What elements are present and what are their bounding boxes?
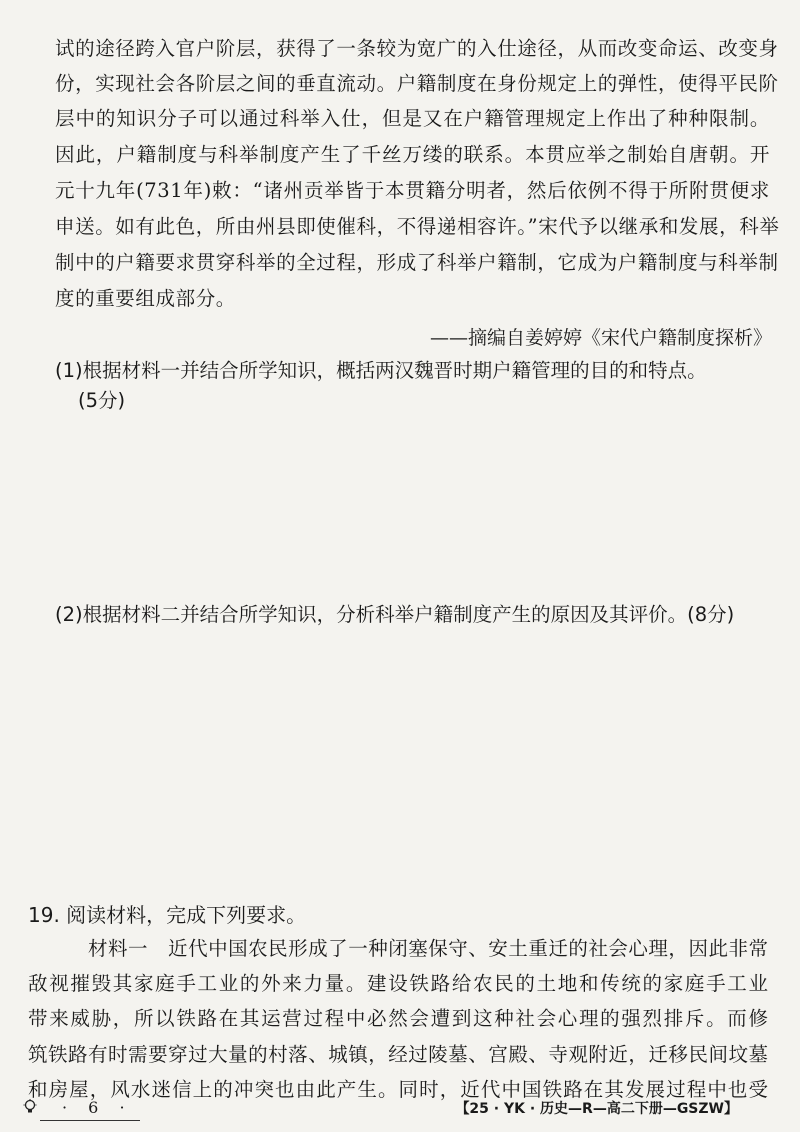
footer-bulb (22, 1096, 38, 1115)
passage-line: 份，实现社会各阶层之间的垂直流动。户籍制度在身份规定上的弹性，使得平民阶 (55, 72, 779, 95)
lightbulb-icon (22, 1099, 38, 1115)
passage-line: 制中的户籍要求贯穿科举的全过程，形成了科举户籍制，它成为户籍制度与科举制 (55, 251, 779, 274)
material-line: 带来威胁，所以铁路在其运营过程中必然会遭到这种社会心理的强烈排斥。而修 (28, 1007, 768, 1030)
material-line: 和房屋，风水迷信上的冲突也由此产生。同时，近代中国铁路在其发展过程中也受 (28, 1078, 768, 1101)
exam-code: 【25 · YK · 历史—R—高二下册—GSZW】 (455, 1101, 738, 1117)
question-2: (2)根据材料二并结合所学知识，分析科举户籍制度产生的原因及其评价。(8分) (55, 603, 735, 626)
page-number: · 6 · (62, 1098, 133, 1117)
question-1: (1)根据材料一并结合所学知识，概括两汉魏晋时期户籍管理的目的和特点。 (55, 359, 707, 382)
question-19-heading: 19. 阅读材料，完成下列要求。 (28, 903, 307, 927)
passage-line: 层中的知识分子可以通过科举入仕，但是又在户籍管理规定上作出了种种限制。 (55, 107, 770, 130)
passage-line: 申送。如有此色，所由州县即使催科，不得递相容许。”宋代予以继承和发展，科举 (55, 215, 780, 238)
passage-line: 因此，户籍制度与科举制度产生了千丝万缕的联系。本贯应举之制始自唐朝。开 (55, 143, 770, 166)
material-line: 敌视摧毁其家庭手工业的外来力量。建设铁路给农民的土地和传统的家庭手工业 (28, 972, 768, 995)
question-1-score: (5分) (78, 389, 126, 412)
passage-source: ——摘编自姜婷婷《宋代户籍制度探析》 (429, 327, 772, 349)
material-line: 材料一 近代中国农民形成了一种闭塞保守、安土重迁的社会心理，因此非常 (88, 937, 768, 960)
footer-divider (40, 1120, 140, 1121)
passage-line: 元十九年(731年)敕：“诸州贡举皆于本贯籍分明者，然后依例不得于所附贯便求 (55, 179, 770, 202)
material-line: 筑铁路有时需要穿过大量的村落、城镇，经过陵墓、宫殿、寺观附近，迁移民间坟墓 (28, 1043, 768, 1066)
passage-line: 度的重要组成部分。 (55, 287, 236, 310)
passage-line: 试的途径跨入官户阶层，获得了一条较为宽广的入仕途径，从而改变命运、改变身 (55, 37, 779, 60)
